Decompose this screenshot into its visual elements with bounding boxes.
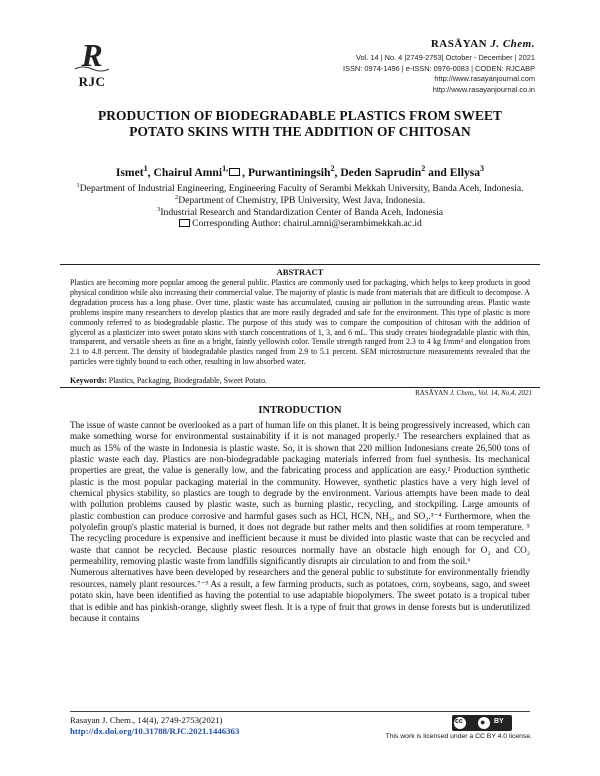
abstract-heading: ABSTRACT [276,267,324,277]
license-text: This work is licensed under a CC BY 4.0 license. [385,733,532,740]
divider [60,387,540,388]
cc-icon: cc [454,717,466,729]
affiliations [60,183,540,230]
logo-monogram: R [81,37,103,73]
meta-volume: Vol. 14 | No. 4 |2749-2753| October - December | 2021 [356,53,535,62]
footer-journal: Rasayan J. Chem., 14(4), 2749-2753(2021) [70,715,223,725]
envelope-icon [179,219,190,227]
citation-line: RASĀYAN J. Chem., Vol. 14, No.4, 2021 [415,389,532,397]
corresponding-author: Corresponding Author: chairul.amni@serambimekkah.ac.id [60,218,540,230]
footer-divider [70,711,530,712]
page-header [0,0,600,98]
affiliation: $^1$Department of Industrial Engineering, Engineering Faculty of Serambi Mekkah University, Banda Aceh, Indonesia. [76,181,524,194]
logo-flourish-icon [74,66,110,72]
journal-meta [343,53,535,95]
footer-citation [70,715,239,738]
abstract-body: Plastics are becoming more popular among the general public. Plastics are commonly used for packaging, which helps to keep products in good physical condition while also increasing their commercial value. The majority of plastic is made from materials that are difficult to decompose. A degradation process has a long phase. Over time, plastic waste has accumulated, causing air pollution in the surrounding areas. Plastic waste problems inspire many researchers to develop plastics that are more easily degraded and safe for the environment. This type of plastic is more commonly referred to as biodegradable plastic. The purpose of this study was to compare the composition of chitosan with the addition of glycerol as a plasticizer into sweet potato skins with starch concentrations of 1, 3, and 6 mL. This study creates biodegradable plastic with thin, transparent, and versatile sheets as fine as a bright, faintly yellowish color. Tensile strength ranged from 2.3 to 4 kg f/mm² and elongation from 2.1 to 4.8 percent. The density of biodegradable plastics ranged from 2.9 to 5.1 percent. SEM microstructure measurements revealed that the particles were tightly bound to each other, resulting in low absorbed water. [70,278,530,367]
logo-text: RJC [78,74,106,89]
paper-title: PRODUCTION OF BIODEGRADABLE PLASTICS FROM SWEET POTATO SKINS WITH THE ADDITION OF CHITOSAN [97,108,503,139]
meta-issn: ISSN: 0974-1496 | e-ISSN: 0976-0083 | CODEN: RJCABP [343,63,535,73]
author-list: Ismet$^1$, Chairul Amni$^{1,}$ , Purwantiningsih$^2$, Deden Saprudin$^2$ and Ellysa$^3$ [115,164,485,179]
journal-name: RASĀYAN J. Chem. [430,38,535,50]
author-and: and [428,166,447,179]
author: Ismet [115,166,144,179]
author: Chairul Amni [153,166,223,179]
person-icon: ● [478,717,490,729]
keywords: Keywords: Plastics, Packaging, Biodegradable, Sweet Potato. [70,376,268,385]
doi-link[interactable]: http://dx.doi.org/10.31788/RJC.2021.1446363 [70,726,240,737]
introduction-heading: INTRODUCTION [258,405,342,416]
journal-logo [70,37,114,92]
paragraph: The issue of waste cannot be overlooked as a part of human life on this planet. It is being progressively increased, which can make something worse for environmental sustainability if it is not managed properly.¹ The researchers explained that as much as 15% of the waste in Indonesia is plastic waste. So, it is shown that 220 million Indonesians create 26,500 tons of plastic waste each day. Plastics are non-biodegradable packaging materials inferred from fuel synthesis. Its mechanical properties are great, the value is generally low, and the fabricating process and application are easy.² Production synthetic plastic is the most popular packaging material in the community. However, synthetic plastics have a very high level of chemical physics stability, so plastics are tough to degrade by the environment. Various attempts have been made to deal with pollution problems caused by plastic waste, such as burning plastic, recycling, and stockpiling. Large amounts of plastic combustion can produce corrosive and harmful gases such as HCl, HCN, NH₃, and SO₂.³⁻⁴ Furthermore, when the polyolefin group's plastic material is burned, it does not degrade but rather melts and then solidifies at room temperature. ⁵ The recycling procedure is expensive and inefficient because it must be divided into plastic waste that can be recycled and waste that cannot be recycled. Because plastic resources normally have an obstacle high enough for O₂ and CO₂ permeability, removing plastic waste from landfills significantly disrupts air circulation to and from the soil.⁶ [70,420,530,567]
author: Ellysa [449,166,481,179]
affiliation: $^2$Department of Chemistry, IPB University, West Java, Indonesia. [174,193,426,206]
affiliation: $^3$Industrial Research and Standardization Center of Banda Aceh, Indonesia [156,205,443,218]
envelope-icon [229,168,240,176]
paragraph: Numerous alternatives have been developed by researchers and the general public to substitute for environmentally friendly resources, namely plant resources.⁷⁻⁹ As a result, a few farming products, such as potatoes, corn, soybeans, sago, and sweet potato skin, have been identified as having the potential to use adaptable biopolymers. The sweet potato is a tropical tuber that is edible and has pinkish-orange, slightly sweet flesh. It is a type of fruit that grows in dense forests but is underutilized because it contains [70,567,530,623]
author: Purwantiningsih [247,166,331,179]
introduction-body [70,420,530,624]
divider [60,264,540,265]
cc-by-badge[interactable]: cc ● BY [452,715,512,731]
meta-url-com[interactable]: http://www.rasayanjournal.com [434,74,535,84]
author: Deden Saprudin [340,166,422,179]
meta-url-coin[interactable]: http://www.rasayanjournal.co.in [432,84,535,94]
